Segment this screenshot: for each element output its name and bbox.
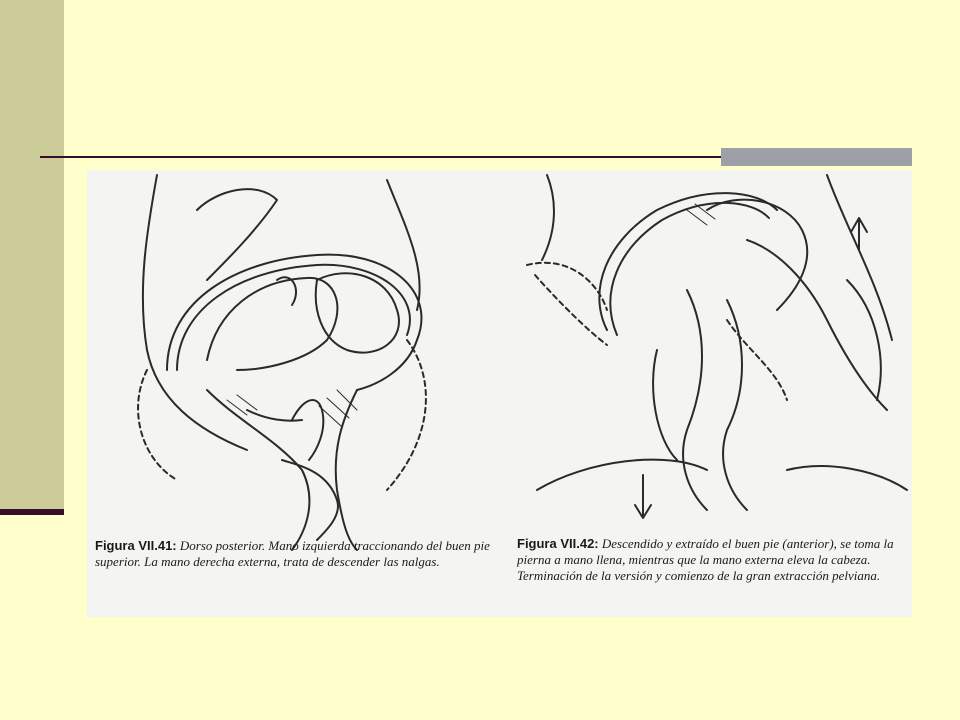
figure-caption-vii-41 bbox=[95, 538, 495, 570]
caption-text: Dorso posterior. Mano izquierda traccionando del buen pie superior. La mano derecha externa, trata de descender las nalgas. bbox=[95, 538, 490, 569]
side-decor-band bbox=[0, 0, 64, 512]
scanned-illustration bbox=[87, 170, 912, 617]
side-decor-band-foot bbox=[0, 509, 64, 515]
title-accent-bar bbox=[721, 148, 912, 166]
caption-text: Descendido y extraído el buen pie (anterior), se toma la pierna a mano llena, mientras que la mano externa eleva la cabeza. Terminación de la versión y comienzo de la gran extracción pelviana. bbox=[517, 536, 894, 583]
caption-label: Figura VII.42: bbox=[517, 536, 599, 551]
figure-caption-vii-42 bbox=[517, 536, 907, 584]
figure-vii-42-drawing bbox=[527, 175, 907, 518]
caption-label: Figura VII.41: bbox=[95, 538, 177, 553]
figure-vii-41-drawing bbox=[138, 175, 426, 550]
